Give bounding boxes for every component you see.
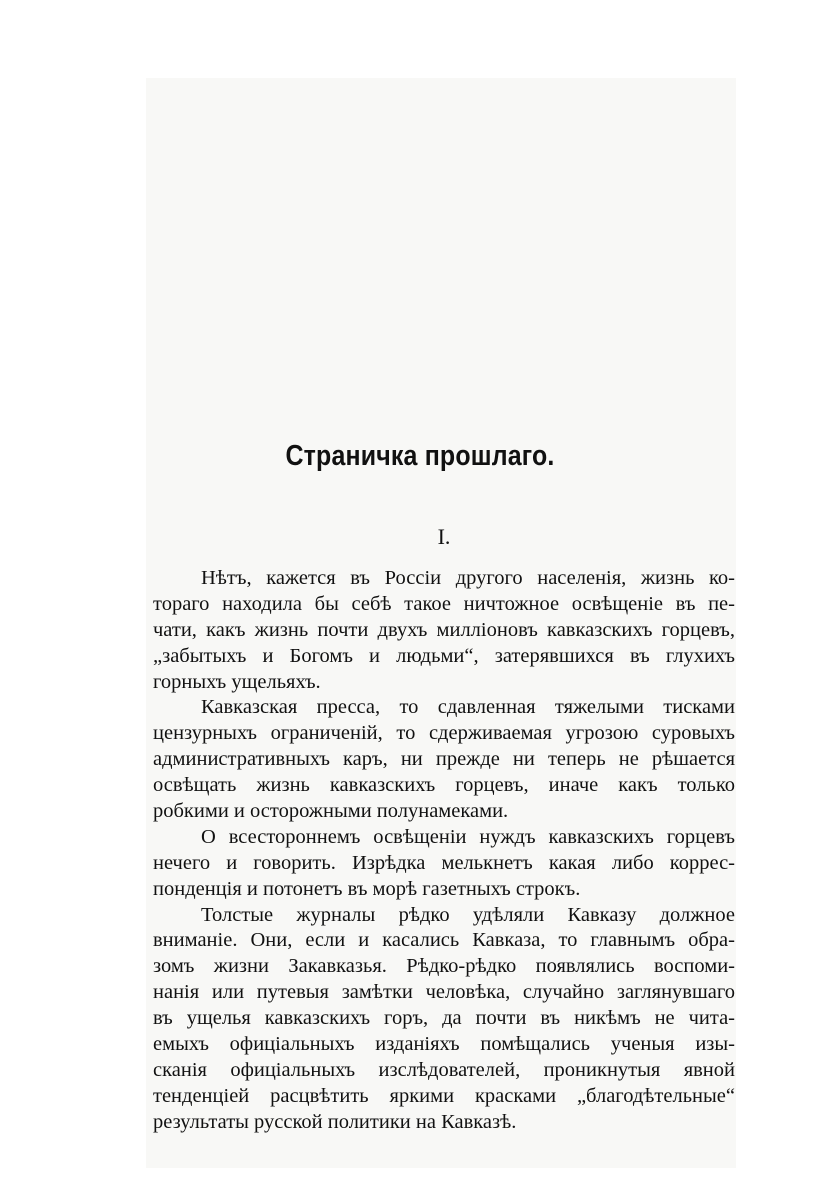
chapter-title: Страничка прошлаго.: [285, 440, 555, 472]
body-text: [153, 566, 735, 1136]
text-line: Кавказская пресса, то сдавленная тяжелыми тисками: [201, 696, 735, 719]
text-line: Толстые журналы рѣдко удѣляли Кавказу должное: [201, 903, 735, 926]
text-line: сканія офиціальныхъ изслѣдователей, проникнутыя явной: [153, 1058, 735, 1081]
text-line: нечего и говорить. Изрѣдка мелькнетъ какая либо коррес-: [153, 851, 735, 874]
paragraph: [153, 695, 735, 824]
paragraph: [153, 566, 735, 695]
paragraph: [153, 903, 735, 1136]
text-line: емыхъ офиціальныхъ изданіяхъ помѣщались ученыя изы-: [153, 1033, 735, 1056]
text-line: Нѣтъ, кажется въ Россіи другого населенія, жизнь ко-: [201, 567, 735, 589]
text-line: цензурныхъ ограниченій, то сдерживаемая угрозою суровыхъ: [153, 722, 735, 745]
text-line: горныхъ ущельяхъ.: [153, 670, 321, 693]
section-numeral: I.: [437, 524, 451, 549]
text-line: освѣщать жизнь кавказскихъ горцевъ, иначе какъ только: [153, 774, 735, 797]
paragraph: [153, 825, 735, 903]
text-line: „забытыхъ и Богомъ и людьми“, затерявшихся въ глухихъ: [153, 644, 735, 667]
text-line: робкими и осторожными полунамеками.: [153, 800, 509, 823]
text-line: чати, какъ жизнь почти двухъ милліоновъ кавказскихъ горцевъ,: [153, 618, 735, 641]
text-line: тенденціей расцвѣтить яркими красками „благодѣтельные“: [153, 1084, 735, 1107]
text-line: понденція и потонетъ въ морѣ газетныхъ строкъ.: [153, 877, 581, 900]
text-line: зомъ жизни Закавказья. Рѣдко-рѣдко появлялись воспоми-: [153, 955, 735, 978]
text-line: въ ущелья кавказскихъ горъ, да почти въ никѣмъ не чита-: [153, 1007, 735, 1030]
text-line: О всестороннемъ освѣщеніи нуждъ кавказскихъ горцевъ: [201, 825, 735, 848]
text-line: административныхъ каръ, ни прежде ни теперь не рѣшается: [153, 748, 735, 771]
text-line: тораго находила бы себѣ такое ничтожное освѣщеніе въ пе-: [153, 592, 735, 615]
text-line: нанія или путевыя замѣтки человѣка, случайно заглянувшаго: [153, 981, 735, 1004]
text-line: результаты русской политики на Кавказѣ.: [153, 1110, 517, 1133]
text-line: вниманіе. Они, если и касались Кавказа, то главнымъ обра-: [153, 929, 735, 952]
